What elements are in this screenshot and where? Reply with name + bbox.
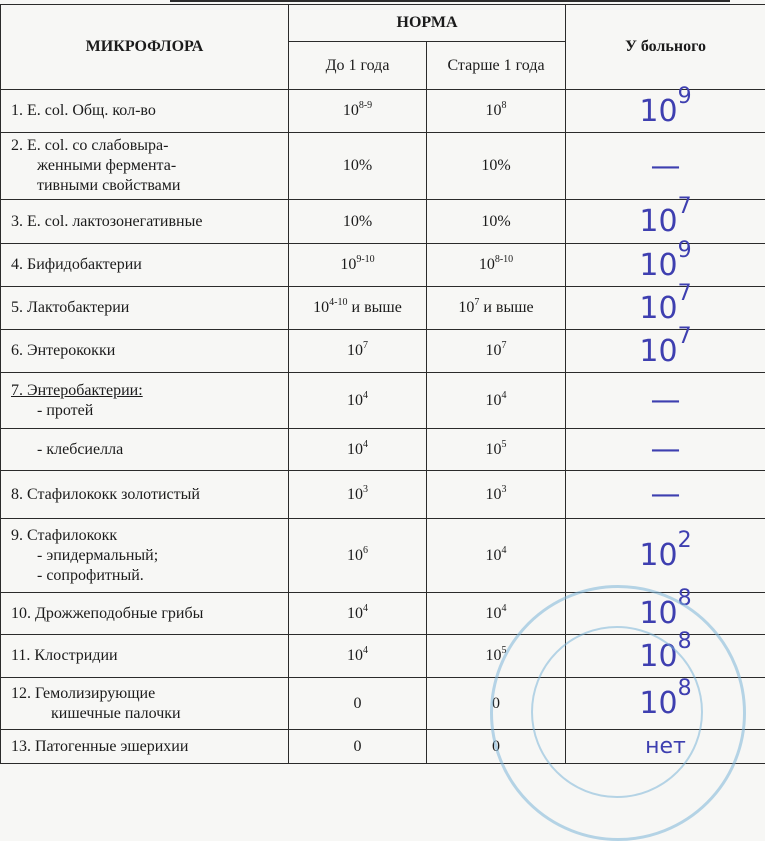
norm-under-1: $10^3$ [289,471,427,519]
patient-value: нет [566,730,765,764]
row-label: 9. Стафилококк - эпидермальный; - сопрофитный. [1,519,289,593]
norm-over-1: 0 [427,678,566,730]
norm-under-1: 10% [289,133,427,200]
norm-under-1: $10^4$ [289,373,427,429]
top-rule [170,0,730,2]
norm-over-1: $10^4$ [427,593,566,635]
table-row [1,200,765,244]
table-row [1,429,765,471]
table-row [1,133,765,200]
patient-value: $10^8$ [566,678,765,730]
row-label: - клебсиелла [1,429,289,471]
norm-under-1: $10^4$ [289,635,427,678]
patient-value: $10^7$ [566,200,765,244]
table-row [1,678,765,730]
norm-over-1: 10$^{8-10}$ [427,244,566,287]
patient-value: $10^9$ [566,244,765,287]
norm-under-1: 0 [289,678,427,730]
norm-under-1: $10^4$ [289,593,427,635]
row-label: 5. Лактобактерии [1,287,289,330]
norm-over-1: 10% [427,133,566,200]
patient-value: — [566,133,765,200]
norm-over-1: $10^4$ [427,373,566,429]
norm-under-1: $10^7$ [289,330,427,373]
patient-value: $10^2$ [566,519,765,593]
patient-value: — [566,429,765,471]
microflora-table [0,4,765,764]
patient-value: — [566,471,765,519]
norm-over-1: $10^8$ [427,90,566,133]
norm-over-1: $10^4$ [427,519,566,593]
row-label: 6. Энтерококки [1,330,289,373]
header-under-1: До 1 года [289,42,427,90]
row-label: 4. Бифидобактерии [1,244,289,287]
norm-under-1: 10$^{8-9}$ [289,90,427,133]
row-label: 3. E. col. лактозонегативные [1,200,289,244]
norm-over-1: 10% [427,200,566,244]
norm-over-1: $10^7$ [427,330,566,373]
table-row [1,244,765,287]
patient-value: $10^7$ [566,330,765,373]
row-label: 10. Дрожжеподобные грибы [1,593,289,635]
norm-over-1: $10^5$ [427,429,566,471]
header-norm: НОРМА [289,5,566,42]
row-label: 8. Стафилококк золотистый [1,471,289,519]
norm-over-1: 0 [427,730,566,764]
patient-value: $10^9$ [566,90,765,133]
row-label: 1. E. col. Общ. кол-во [1,90,289,133]
header-patient: У больного [566,5,765,90]
table-row [1,593,765,635]
table-row [1,471,765,519]
norm-under-1: 10$^{4-10}$ и выше [289,287,427,330]
header-microflora: МИКРОФЛОРА [1,5,289,90]
table-row [1,373,765,429]
norm-over-1: $10^5$ [427,635,566,678]
table-row [1,287,765,330]
patient-value: — [566,373,765,429]
row-label: 2. E. col. со слабовыра- женными фермента- тивными свойствами [1,133,289,200]
norm-under-1: 10% [289,200,427,244]
table-row [1,330,765,373]
norm-under-1: $10^6$ [289,519,427,593]
table-row [1,635,765,678]
row-label: 13. Патогенные эшерихии [1,730,289,764]
patient-value: $10^7$ [566,287,765,330]
row-label: 12. Гемолизирующие кишечные палочки [1,678,289,730]
patient-value: $10^8$ [566,593,765,635]
norm-over-1: $10^7$ и выше [427,287,566,330]
norm-under-1: 10$^{9-10}$ [289,244,427,287]
row-label: 11. Клостридии [1,635,289,678]
row-label: 7. Энтеробактерии: - протей [1,373,289,429]
header-over-1: Старше 1 года [427,42,566,90]
norm-under-1: $10^4$ [289,429,427,471]
norm-over-1: $10^3$ [427,471,566,519]
table-row [1,519,765,593]
norm-under-1: 0 [289,730,427,764]
patient-value: $10^8$ [566,635,765,678]
table-row [1,730,765,764]
table-row [1,90,765,133]
